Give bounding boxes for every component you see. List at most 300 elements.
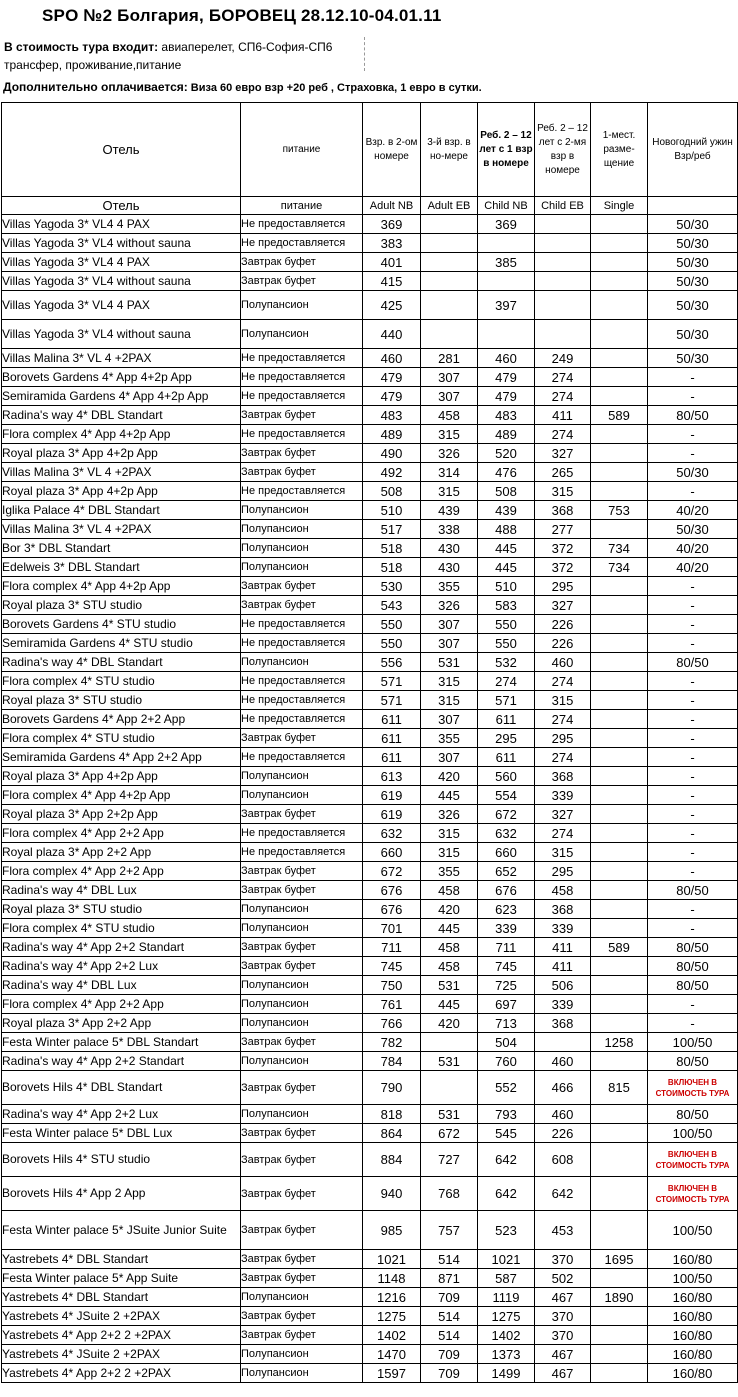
cell-single (591, 710, 648, 729)
cell-adult-nb: 745 (363, 957, 421, 976)
cell-child-eb: 274 (535, 748, 591, 767)
cell-child-eb: 226 (535, 615, 591, 634)
cell-adult-nb: 530 (363, 577, 421, 596)
cell-single: 734 (591, 539, 648, 558)
cell-ny: - (648, 387, 738, 406)
cell-adult-nb: 550 (363, 615, 421, 634)
cell-ny: - (648, 805, 738, 824)
cell-ny: - (648, 767, 738, 786)
header-row-codes (2, 197, 738, 215)
cell-child-eb: 274 (535, 387, 591, 406)
cell-adult-nb: 556 (363, 653, 421, 672)
cell-adult-nb: 571 (363, 691, 421, 710)
cell-hotel: Festa Winter palace 5* DBL Standart (2, 1033, 241, 1052)
included-section (4, 38, 360, 74)
cell-child-nb: 445 (478, 539, 535, 558)
cell-child-nb: 483 (478, 406, 535, 425)
cell-single (591, 729, 648, 748)
table-row (2, 1033, 738, 1052)
cell-meal: Полупансион (241, 539, 363, 558)
cell-child-eb: 368 (535, 1014, 591, 1033)
cell-child-eb: 368 (535, 501, 591, 520)
cell-single (591, 425, 648, 444)
cell-adult-nb: 369 (363, 215, 421, 234)
cell-meal: Полупансион (241, 1052, 363, 1071)
cell-ny: 160/80 (648, 1250, 738, 1269)
cell-hotel: Festa Winter palace 5* DBL Lux (2, 1124, 241, 1143)
cell-single (591, 1014, 648, 1033)
table-row (2, 729, 738, 748)
cell-hotel: Yastrebets 4* JSuite 2 +2PAX (2, 1345, 241, 1364)
cell-child-eb: 274 (535, 672, 591, 691)
table-row (2, 1014, 738, 1033)
cell-ny: 40/20 (648, 501, 738, 520)
cell-adult-eb: 768 (421, 1177, 478, 1211)
cell-child-eb: 295 (535, 862, 591, 881)
cell-meal: Завтрак буфет (241, 272, 363, 291)
cell-child-nb: 711 (478, 938, 535, 957)
table-row (2, 653, 738, 672)
cell-ny: 80/50 (648, 1052, 738, 1071)
cell-adult-nb: 440 (363, 320, 421, 349)
cell-single (591, 272, 648, 291)
cell-hotel: Yastrebets 4* App 2+2 2 +2PAX (2, 1364, 241, 1383)
cell-child-nb: 479 (478, 387, 535, 406)
cell-adult-nb: 1216 (363, 1288, 421, 1307)
cell-hotel: Yastrebets 4* JSuite 2 +2PAX (2, 1307, 241, 1326)
cell-adult-nb: 479 (363, 387, 421, 406)
cell-hotel: Villas Malina 3* VL 4 +2PAX (2, 520, 241, 539)
cell-ny: - (648, 862, 738, 881)
table-row (2, 767, 738, 786)
cell-adult-nb: 492 (363, 463, 421, 482)
cell-child-nb: 660 (478, 843, 535, 862)
cell-adult-nb: 401 (363, 253, 421, 272)
cell-adult-nb: 790 (363, 1071, 421, 1105)
table-row (2, 444, 738, 463)
cell-single (591, 444, 648, 463)
cell-adult-eb: 458 (421, 406, 478, 425)
cell-hotel: Festa Winter palace 5* App Suite (2, 1269, 241, 1288)
table-row (2, 1250, 738, 1269)
cell-child-nb: 460 (478, 349, 535, 368)
cell-single: 734 (591, 558, 648, 577)
cell-adult-nb: 611 (363, 729, 421, 748)
cell-adult-nb: 508 (363, 482, 421, 501)
cell-single (591, 748, 648, 767)
header-adult-eb-code: Adult EB (421, 197, 478, 215)
cell-meal: Завтрак буфет (241, 862, 363, 881)
cell-child-eb (535, 272, 591, 291)
cell-child-eb: 368 (535, 900, 591, 919)
cell-single: 1695 (591, 1250, 648, 1269)
cell-hotel: Borovets Hils 4* DBL Standart (2, 1071, 241, 1105)
table-row (2, 253, 738, 272)
cell-child-eb: 411 (535, 406, 591, 425)
cell-child-nb: 508 (478, 482, 535, 501)
table-row (2, 320, 738, 349)
table-row (2, 1105, 738, 1124)
cell-ny: 160/80 (648, 1288, 738, 1307)
cell-adult-nb: 1597 (363, 1364, 421, 1383)
cell-adult-eb: 281 (421, 349, 478, 368)
cell-adult-eb: 672 (421, 1124, 478, 1143)
cell-single (591, 1307, 648, 1326)
cell-adult-eb (421, 291, 478, 320)
cell-meal: Завтрак буфет (241, 596, 363, 615)
cell-ny: 50/30 (648, 463, 738, 482)
cell-single: 753 (591, 501, 648, 520)
cell-child-nb: 611 (478, 710, 535, 729)
cell-hotel: Royal plaza 3* App 4+2p App (2, 444, 241, 463)
cell-single (591, 520, 648, 539)
cell-meal: Завтрак буфет (241, 1250, 363, 1269)
cell-child-eb: 277 (535, 520, 591, 539)
cell-ny: 160/80 (648, 1326, 738, 1345)
cell-adult-nb: 489 (363, 425, 421, 444)
header-ny-dinner: Новогодний ужин Взр/реб (648, 103, 738, 197)
cell-adult-eb (421, 272, 478, 291)
cell-child-eb: 411 (535, 957, 591, 976)
cell-child-nb: 672 (478, 805, 535, 824)
table-row (2, 368, 738, 387)
cell-adult-nb: 761 (363, 995, 421, 1014)
cell-child-nb: 583 (478, 596, 535, 615)
cell-meal: Завтрак буфет (241, 938, 363, 957)
cell-adult-nb: 619 (363, 786, 421, 805)
cell-adult-nb: 701 (363, 919, 421, 938)
cell-child-eb: 466 (535, 1071, 591, 1105)
cell-adult-eb (421, 234, 478, 253)
table-row (2, 634, 738, 653)
cell-adult-eb (421, 1033, 478, 1052)
cell-adult-nb: 676 (363, 900, 421, 919)
table-row (2, 976, 738, 995)
cell-adult-eb: 420 (421, 1014, 478, 1033)
table-row (2, 900, 738, 919)
cell-meal: Не предоставляется (241, 634, 363, 653)
table-row (2, 1288, 738, 1307)
cell-single (591, 672, 648, 691)
cell-adult-nb: 985 (363, 1211, 421, 1250)
cell-ny: 80/50 (648, 957, 738, 976)
price-rows (2, 215, 738, 1383)
table-row (2, 710, 738, 729)
cell-child-eb: 265 (535, 463, 591, 482)
cell-child-nb: 760 (478, 1052, 535, 1071)
cell-single: 589 (591, 938, 648, 957)
cell-ny: 100/50 (648, 1033, 738, 1052)
cell-single (591, 1143, 648, 1177)
cell-meal: Полупансион (241, 976, 363, 995)
cell-child-eb (535, 253, 591, 272)
cell-adult-nb: 864 (363, 1124, 421, 1143)
cell-child-nb (478, 320, 535, 349)
cell-meal: Не предоставляется (241, 349, 363, 368)
cell-ny: - (648, 843, 738, 862)
cell-adult-eb (421, 320, 478, 349)
cell-adult-nb: 750 (363, 976, 421, 995)
cell-ny: 80/50 (648, 881, 738, 900)
cell-adult-eb: 338 (421, 520, 478, 539)
cell-hotel: Flora complex 4* App 4+2p App (2, 577, 241, 596)
price-table (1, 102, 738, 1383)
cell-meal: Не предоставляется (241, 368, 363, 387)
cell-child-nb: 713 (478, 1014, 535, 1033)
cell-ny: 80/50 (648, 653, 738, 672)
cell-meal: Завтрак буфет (241, 253, 363, 272)
cell-single: 1890 (591, 1288, 648, 1307)
cell-adult-nb: 1148 (363, 1269, 421, 1288)
cell-meal: Не предоставляется (241, 691, 363, 710)
cell-meal: Завтрак буфет (241, 1143, 363, 1177)
cell-ny: 160/80 (648, 1307, 738, 1326)
cell-child-eb: 274 (535, 425, 591, 444)
cell-child-eb: 226 (535, 634, 591, 653)
cell-child-eb: 453 (535, 1211, 591, 1250)
cell-adult-nb: 766 (363, 1014, 421, 1033)
cell-hotel: Villas Yagoda 3* VL4 without sauna (2, 320, 241, 349)
cell-hotel: Radina's way 4* DBL Lux (2, 881, 241, 900)
cell-child-nb: 397 (478, 291, 535, 320)
cell-single (591, 320, 648, 349)
cell-child-eb: 315 (535, 843, 591, 862)
cell-meal: Не предоставляется (241, 710, 363, 729)
cell-hotel: Villas Yagoda 3* VL4 without sauna (2, 272, 241, 291)
cell-child-eb: 502 (535, 1269, 591, 1288)
cell-child-eb: 339 (535, 995, 591, 1014)
included-in-price-note: ВКЛЮЧЕН В СТОИМОСТЬ ТУРА (655, 1077, 730, 1098)
cell-ny: - (648, 634, 738, 653)
cell-adult-nb: 543 (363, 596, 421, 615)
cell-adult-eb: 326 (421, 596, 478, 615)
cell-adult-nb: 1470 (363, 1345, 421, 1364)
cell-meal: Не предоставляется (241, 482, 363, 501)
cell-child-nb: 587 (478, 1269, 535, 1288)
cell-meal: Завтрак буфет (241, 463, 363, 482)
cell-single (591, 767, 648, 786)
cell-adult-eb: 531 (421, 653, 478, 672)
table-row (2, 843, 738, 862)
cell-child-eb: 608 (535, 1143, 591, 1177)
table-row (2, 482, 738, 501)
cell-single (591, 577, 648, 596)
cell-meal: Полупансион (241, 1345, 363, 1364)
cell-single (591, 1345, 648, 1364)
cell-ny: 100/50 (648, 1124, 738, 1143)
cell-meal: Завтрак буфет (241, 805, 363, 824)
cell-child-eb: 339 (535, 786, 591, 805)
cell-hotel: Borovets Hils 4* STU studio (2, 1143, 241, 1177)
table-row (2, 406, 738, 425)
cell-adult-nb: 632 (363, 824, 421, 843)
table-row (2, 1177, 738, 1211)
cell-adult-eb: 514 (421, 1307, 478, 1326)
table-row (2, 919, 738, 938)
cell-single (591, 805, 648, 824)
cell-hotel: Borovets Gardens 4* App 2+2 App (2, 710, 241, 729)
cell-child-nb: 523 (478, 1211, 535, 1250)
cell-meal: Завтрак буфет (241, 957, 363, 976)
cell-adult-eb: 439 (421, 501, 478, 520)
cell-child-eb: 327 (535, 596, 591, 615)
table-row (2, 558, 738, 577)
cell-child-nb (478, 234, 535, 253)
cell-adult-nb: 613 (363, 767, 421, 786)
cell-child-nb: 504 (478, 1033, 535, 1052)
cell-hotel: Radina's way 4* DBL Standart (2, 653, 241, 672)
cell-single (591, 1364, 648, 1383)
header-row-main (2, 103, 738, 197)
cell-single (591, 234, 648, 253)
cell-child-nb: 793 (478, 1105, 535, 1124)
cell-meal: Завтрак буфет (241, 577, 363, 596)
cell-adult-eb: 709 (421, 1364, 478, 1383)
cell-single: 815 (591, 1071, 648, 1105)
cell-child-eb: 274 (535, 710, 591, 729)
cell-ny: - (648, 729, 738, 748)
cell-child-eb: 370 (535, 1250, 591, 1269)
included-line2: трансфер, проживание,питание (4, 58, 182, 72)
cell-adult-eb: 314 (421, 463, 478, 482)
cell-hotel: Radina's way 4* App 2+2 Lux (2, 1105, 241, 1124)
cell-single (591, 387, 648, 406)
table-row (2, 1307, 738, 1326)
cell-single (591, 786, 648, 805)
cell-single (591, 843, 648, 862)
cell-ny: - (648, 1014, 738, 1033)
cell-child-eb: 274 (535, 824, 591, 843)
cell-child-nb: 1119 (478, 1288, 535, 1307)
cell-adult-eb: 315 (421, 482, 478, 501)
cell-child-nb: 439 (478, 501, 535, 520)
cell-ny: 80/50 (648, 1105, 738, 1124)
cell-meal: Завтрак буфет (241, 1177, 363, 1211)
cell-child-eb (535, 234, 591, 253)
cell-child-nb: 611 (478, 748, 535, 767)
cell-child-eb: 460 (535, 1105, 591, 1124)
cell-meal: Полупансион (241, 995, 363, 1014)
cell-single (591, 1105, 648, 1124)
cell-child-nb: 1021 (478, 1250, 535, 1269)
included-in-price-note: ВКЛЮЧЕН В СТОИМОСТЬ ТУРА (655, 1183, 730, 1204)
cell-adult-eb: 709 (421, 1288, 478, 1307)
cell-single (591, 349, 648, 368)
cell-single (591, 1124, 648, 1143)
cell-ny: - (648, 425, 738, 444)
cell-adult-nb: 415 (363, 272, 421, 291)
cell-meal: Полупансион (241, 767, 363, 786)
header-meal-code: питание (241, 197, 363, 215)
table-row (2, 805, 738, 824)
cell-hotel: Villas Yagoda 3* VL4 4 PAX (2, 291, 241, 320)
cell-adult-eb: 430 (421, 558, 478, 577)
cell-hotel: Borovets Hils 4* App 2 App (2, 1177, 241, 1211)
cell-ny: 50/30 (648, 520, 738, 539)
cell-child-eb (535, 291, 591, 320)
cell-child-nb: 274 (478, 672, 535, 691)
cell-child-eb (535, 1033, 591, 1052)
header-hotel-code: Отель (2, 197, 241, 215)
cell-child-eb: 295 (535, 577, 591, 596)
header-single: 1-мест. разме-щение (591, 103, 648, 197)
cell-hotel: Flora complex 4* App 2+2 App (2, 995, 241, 1014)
cell-child-nb: 632 (478, 824, 535, 843)
cell-child-nb: 532 (478, 653, 535, 672)
cell-single (591, 881, 648, 900)
cell-hotel: Royal plaza 3* App 2+2 App (2, 1014, 241, 1033)
cell-meal: Не предоставляется (241, 748, 363, 767)
cell-adult-eb: 307 (421, 387, 478, 406)
cell-adult-nb: 711 (363, 938, 421, 957)
cell-hotel: Radina's way 4* App 2+2 Standart (2, 938, 241, 957)
cell-adult-eb: 445 (421, 995, 478, 1014)
cell-adult-nb: 550 (363, 634, 421, 653)
cell-ny (648, 1143, 738, 1177)
table-row (2, 748, 738, 767)
cell-child-nb: 489 (478, 425, 535, 444)
cell-single (591, 957, 648, 976)
cell-meal: Завтрак буфет (241, 1071, 363, 1105)
cell-child-nb: 697 (478, 995, 535, 1014)
table-row (2, 215, 738, 234)
cell-single (591, 919, 648, 938)
cell-single (591, 691, 648, 710)
table-row (2, 501, 738, 520)
header-child-eb-code: Child EB (535, 197, 591, 215)
extra-label: Дополнительно оплачивается: (3, 80, 188, 94)
cell-child-eb: 642 (535, 1177, 591, 1211)
table-row (2, 824, 738, 843)
cell-ny: - (648, 672, 738, 691)
cell-ny: - (648, 615, 738, 634)
cell-adult-eb: 315 (421, 824, 478, 843)
cell-meal: Завтрак буфет (241, 406, 363, 425)
cell-child-nb: 554 (478, 786, 535, 805)
cell-ny: 40/20 (648, 539, 738, 558)
cell-child-eb: 460 (535, 1052, 591, 1071)
cell-hotel: Radina's way 4* DBL Lux (2, 976, 241, 995)
cell-ny: 80/50 (648, 938, 738, 957)
cell-meal: Полупансион (241, 1364, 363, 1383)
cell-hotel: Villas Yagoda 3* VL4 without sauna (2, 234, 241, 253)
cell-adult-eb: 871 (421, 1269, 478, 1288)
table-row (2, 272, 738, 291)
cell-adult-eb: 514 (421, 1326, 478, 1345)
cell-single (591, 1326, 648, 1345)
cell-hotel: Royal plaza 3* STU studio (2, 596, 241, 615)
cell-single (591, 1211, 648, 1250)
table-row (2, 672, 738, 691)
cell-meal: Не предоставляется (241, 615, 363, 634)
cell-adult-nb: 490 (363, 444, 421, 463)
cell-adult-eb: 458 (421, 881, 478, 900)
cell-adult-nb: 660 (363, 843, 421, 862)
cell-adult-nb: 782 (363, 1033, 421, 1052)
cell-adult-eb: 326 (421, 444, 478, 463)
cell-ny: - (648, 596, 738, 615)
cell-meal: Не предоставляется (241, 843, 363, 862)
cell-ny: - (648, 919, 738, 938)
cell-adult-nb: 1275 (363, 1307, 421, 1326)
table-row (2, 1052, 738, 1071)
cell-hotel: Royal plaza 3* App 4+2p App (2, 767, 241, 786)
table-row (2, 691, 738, 710)
cell-single (591, 482, 648, 501)
cell-meal: Завтрак буфет (241, 1269, 363, 1288)
cell-child-nb: 545 (478, 1124, 535, 1143)
cell-child-eb: 370 (535, 1326, 591, 1345)
